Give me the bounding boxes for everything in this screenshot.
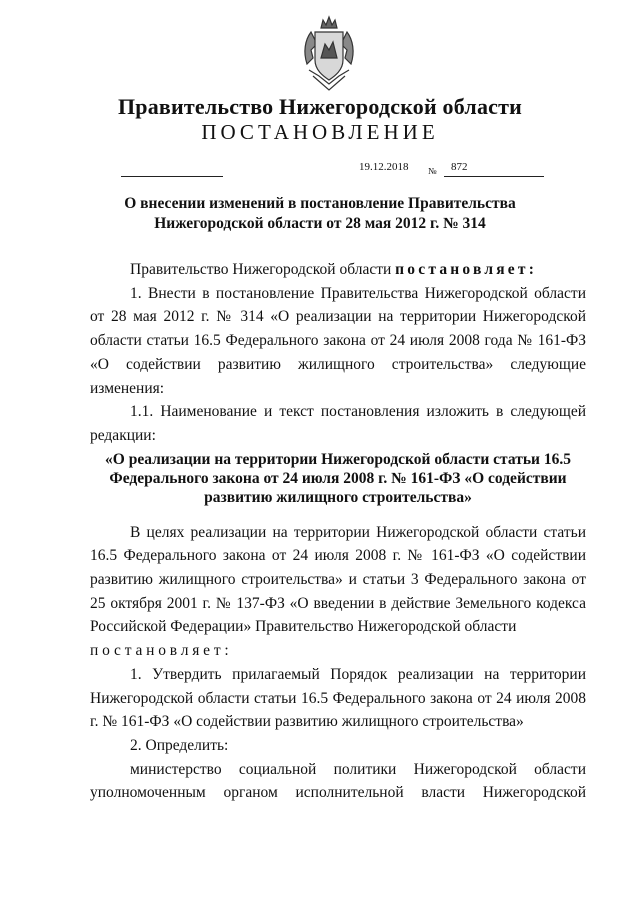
new-title: «О реализации на территории Нижегородской области статьи 16.5 Федерального закона от 24 июля 2008 г. № 161-ФЗ «О содействии развитию жилищного строительства» <box>105 450 571 506</box>
number-sign: № <box>428 166 437 176</box>
government-title: Правительство Нижегородской области <box>117 94 522 119</box>
preamble: В целях реализации на территории Нижегородской области статьи 16.5 Федерального закона от 24 июля 2008 г. № 161-ФЗ «О содействии развитию жилищного строительства» и статьи 3 Федерального закона от 25 октября 2001 г. № 137-ФЗ «О введении в действие Земельного кодекса Российской Федерации» Правительство Нижегородской области <box>90 523 586 636</box>
ministry-paragraph: министерство социальной политики Нижегородской области уполномоченным органом исполнительной власти Нижегородской <box>90 760 586 802</box>
document-number: 872 <box>451 161 468 173</box>
resolves-word: постановляет: <box>90 642 233 660</box>
coat-of-arms-icon <box>299 14 359 94</box>
blank-line <box>121 176 223 177</box>
item-1-1: 1.1. Наименование и текст постановления изложить в следующей редакции: <box>90 403 586 444</box>
subject-line-2: Нижегородской области от 28 мая 2012 г. № 314 <box>154 215 486 232</box>
intro-resolves: постановляет: <box>395 261 538 278</box>
subject-line-1: О внесении изменений в постановление Правительства <box>124 195 516 212</box>
new-item-1: 1. Утвердить прилагаемый Порядок реализации на территории Нижегородской области статьи 16.5 Федерального закона от 24 июля 2008 г. № 161-ФЗ «О содействии развитию жилищного строительства» <box>90 665 586 731</box>
preamble-resolves <box>90 639 586 663</box>
item-1: 1. Внести в постановление Правительства Нижегородской области от 28 мая 2012 г. № 314 «О реализации на территории Нижегородской области статьи 16.5 Федерального закона от 24 июля 2008 года № 161-ФЗ «О содействии развитию жилищного строительства» следующие изменения: <box>90 284 586 397</box>
document-subject <box>100 194 540 234</box>
document-type: ПОСТАНОВЛЕНИЕ <box>201 120 439 144</box>
document-date: 19.12.2018 <box>359 161 409 173</box>
intro-paragraph <box>90 258 586 282</box>
number-underline <box>444 176 544 177</box>
document-body <box>90 258 586 805</box>
intro-lead: Правительство Нижегородской области <box>130 261 396 278</box>
new-item-2: 2. Определить: <box>130 736 229 754</box>
